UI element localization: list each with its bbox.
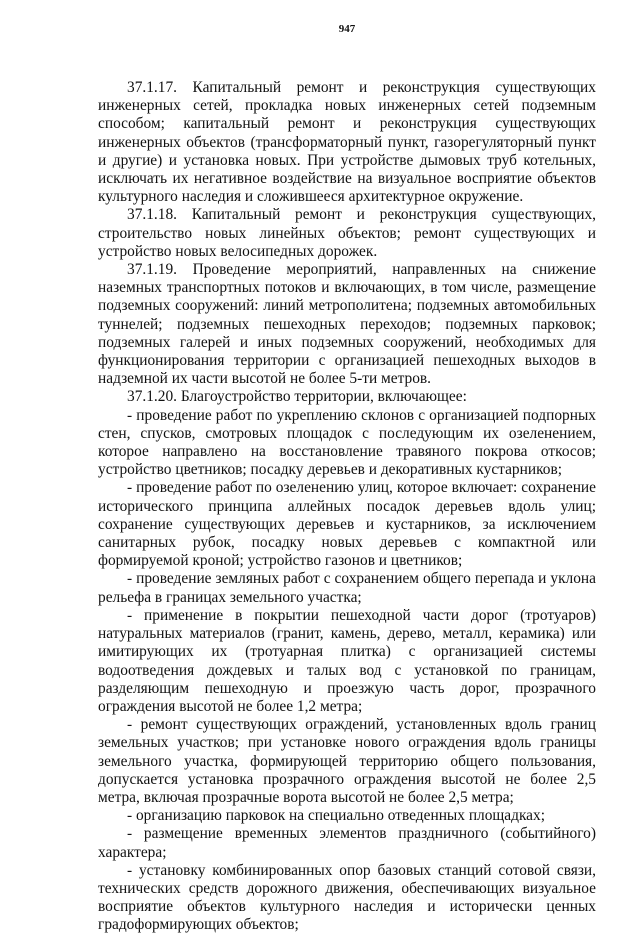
list-item-temporary-elements: - размещение временных элементов праздничного (событийного) характера; [98,825,596,861]
paragraph-37-1-20: 37.1.20. Благоустройство территории, включающее: [127,388,467,406]
page-number: 947 [338,23,356,35]
paragraph-37-1-18: 37.1.18. Капитальный ремонт и реконструкция существующих, строительство новых линейных объектов; ремонт существующих и устройство новых велосипедных дорожек. [98,206,596,260]
paragraph-37-1-19: 37.1.19. Проведение мероприятий, направленных на снижение наземных транспортных потоков и включающих, в том числе, размещение подземных сооружений: линий метрополитена; подземных автомобильных туннелей; подземных пешеходных переходов; подземных парковок; подземных галерей и иных подземных сооружений, необходимых для функционирования территории с организацией пешеходных выходов в надземной их части высотой не более 5-ти метров. [98,261,596,388]
list-item-combined-poles: - установку комбинированных опор базовых станций сотовой связи, технических средств дорожного движения, обеспечивающих визуальное восприятие объектов культурного наследия и исторически ценных градоформирующих объектов; [98,861,596,934]
list-item-earthworks: - проведение земляных работ с сохранением общего перепада и уклона рельефа в границах земельного участка; [98,570,596,606]
list-item-parking: - организацию парковок на специально отведенных площадках; [127,807,545,825]
list-item-greening: - проведение работ по озеленению улиц, которое включает: сохранение исторического принципа аллейных посадок деревьев вдоль улиц; сохранение существующих деревьев и кустарников, за исключением санитарных рубок, посадку новых деревьев с компактной или формируемой кроной; устройство газонов и цветников; [98,479,596,570]
paragraph-37-1-17: 37.1.17. Капитальный ремонт и реконструкция существующих инженерных сетей, прокладка новых инженерных сетей подземным способом; капитальный ремонт и реконструкция существующих инженерных объектов (трансформаторный пункт, газорегуляторный пункт и другие) и установка новых. При устройстве дымовых труб котельных, исключать их негативное воздействие на визуальное восприятие объектов культурного наследия и сложившееся архитектурное окружение. [98,79,596,206]
list-item-paving: - применение в покрытии пешеходной части дорог (тротуаров) натуральных материалов (гранит, камень, дерево, металл, керамика) или имитирующих их (тротуарная плитка) с организацией системы водоотведения дождевых и талых вод с установкой по границам, разделяющим пешеходную и проезжую часть дорог, прозрачного ограждения высотой не более 1,2 метра; [98,606,596,715]
list-item-fences: - ремонт существующих ограждений, установленных вдоль границ земельных участков; при установке нового ограждения вдоль границы земельного участка, формирующей территорию общего пользования, допускается установка прозрачного ограждения высотой не более 2,5 метра, включая прозрачные ворота высотой не более 2,5 метра; [98,716,596,806]
list-item-slopes: - проведение работ по укреплению склонов с организацией подпорных стен, спусков, смотровых площадок с последующим их озеленением, которое направлено на восстановление травяного покрова откосов; устройство цветников; посадку деревьев и декоративных кустарников; [98,406,596,479]
document-body [98,79,596,935]
